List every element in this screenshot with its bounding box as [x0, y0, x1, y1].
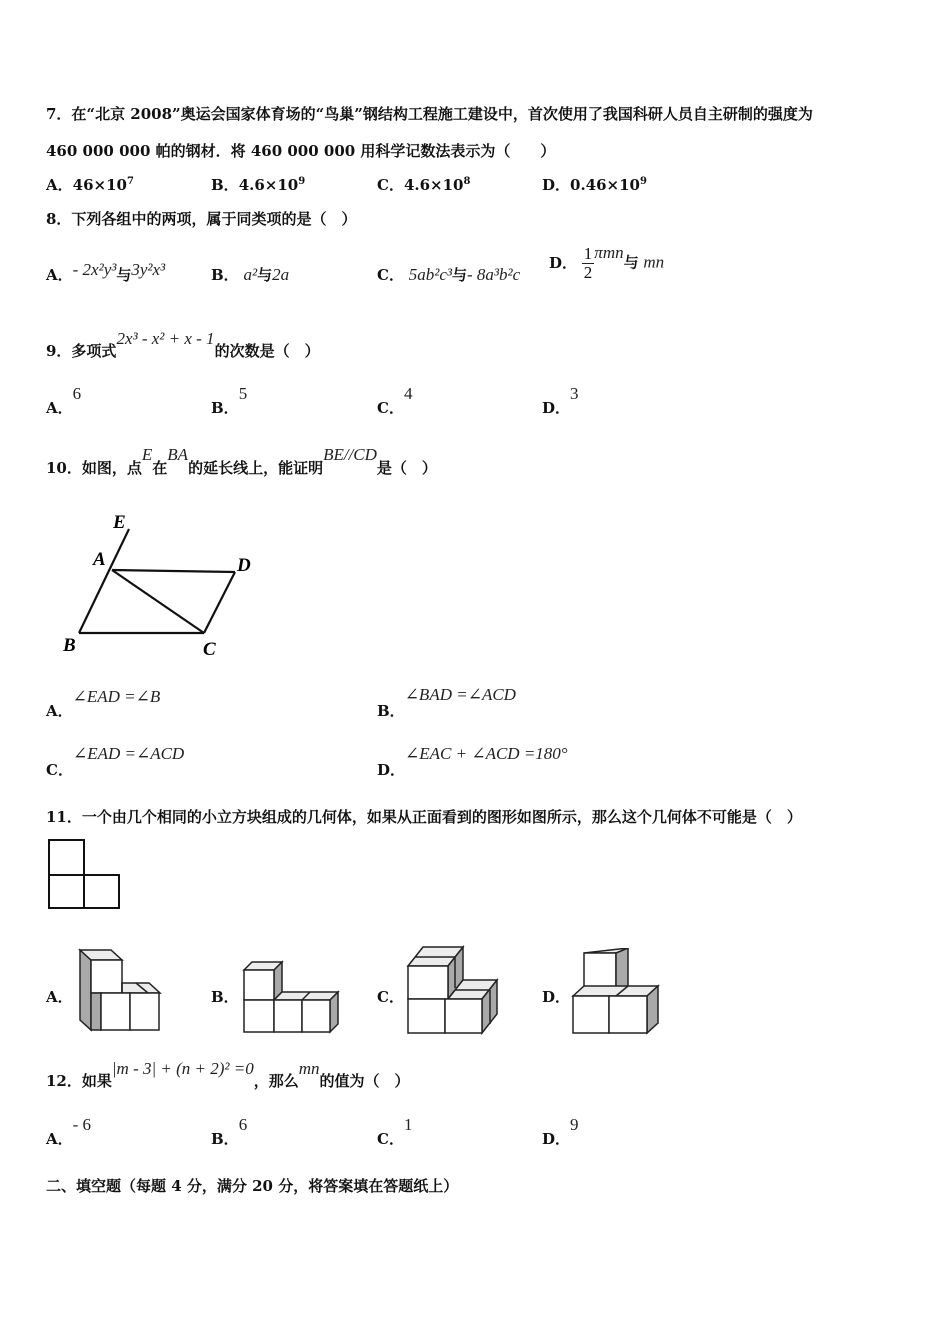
- q11-stem: 11．一个由几个相同的小立方块组成的几何体，如果从正面看到的图形如图所示，那么这个几何体不可能是（ ）: [46, 808, 802, 826]
- line-e-b: [79, 529, 129, 633]
- q12-option-a[interactable]: A．- 6: [46, 1115, 92, 1148]
- q7-stem-line1: 7．在“北京 2008”奥运会国家体育场的“鸟巢”钢结构工程施工建设中，首次使用了我国科研人员自主研制的强度为: [46, 105, 813, 123]
- q10-stem: 10．如图，点E在BA的延长线上，能证明BE//CD是（ ）: [46, 445, 437, 477]
- cube-solid-a[interactable]: [78, 945, 164, 1035]
- line-a-c: [112, 570, 204, 633]
- cube-solid-b[interactable]: [241, 960, 343, 1035]
- q10-option-d[interactable]: D．∠EAC + ∠ACD =180°: [377, 744, 568, 779]
- q7-option-d[interactable]: D．$0.46\times 10^9$: [542, 176, 647, 194]
- q10-option-b[interactable]: B．∠BAD =∠ACD: [377, 685, 516, 720]
- label-e: E: [113, 512, 126, 533]
- cube-solid-c[interactable]: [405, 944, 501, 1036]
- label-a: A: [93, 549, 106, 570]
- front-view-figure: [46, 838, 126, 912]
- q9-option-a[interactable]: A．6: [46, 384, 82, 417]
- q12-option-b[interactable]: B．6: [211, 1115, 248, 1148]
- q7-option-c[interactable]: C．$4.6\times 10^8$: [377, 176, 471, 194]
- q10-option-a[interactable]: A．∠EAD =∠B: [46, 687, 161, 720]
- q8-option-a[interactable]: A．- 2x²y³与3y²x³: [46, 260, 166, 284]
- q12-option-c[interactable]: C．1: [377, 1115, 413, 1148]
- q7-option-b[interactable]: B．$4.6\times 10^9$: [211, 176, 306, 194]
- q7-option-a[interactable]: A．$46\times 10^7$: [46, 176, 134, 194]
- line-c-d: [204, 572, 235, 633]
- parallelogram-figure: [55, 505, 265, 665]
- cube-solid-d[interactable]: [570, 948, 662, 1038]
- q9-option-d[interactable]: D．3: [542, 384, 579, 417]
- q9-stem: 9．多项式2x³ - x² + x - 1的次数是（ ）: [46, 329, 320, 360]
- q8-option-d[interactable]: D． $\frac{1}{2}$ πmn与 mn: [549, 242, 665, 282]
- fraction-one-half: $\frac{1}{2}$: [583, 244, 593, 282]
- q8-option-c[interactable]: C． 5ab²c³与- 8a³b²c: [377, 265, 521, 284]
- label-b: B: [63, 635, 76, 656]
- q10-option-c[interactable]: C．∠EAD =∠ACD: [46, 744, 185, 779]
- q8-option-b[interactable]: B． a²与2a: [211, 265, 290, 284]
- q11-option-b[interactable]: B．: [211, 988, 239, 1006]
- q7-stem-line2: 460 000 000 帕的钢材．将 460 000 000 用科学记数法表示为（ ）: [46, 142, 556, 160]
- label-c: C: [203, 639, 216, 660]
- q8-stem: 8．下列各组中的两项，属于同类项的是（ ）: [46, 210, 357, 228]
- q12-option-d[interactable]: D．9: [542, 1115, 579, 1148]
- line-a-d: [112, 570, 235, 572]
- q9-option-c[interactable]: C．4: [377, 384, 413, 417]
- q11-option-c[interactable]: C．: [377, 988, 404, 1006]
- section-heading: 二、填空题（每题 4 分，满分 20 分，将答案填在答题纸上）: [46, 1177, 459, 1195]
- q11-option-d[interactable]: D．: [542, 988, 571, 1006]
- q11-option-a[interactable]: A．: [46, 988, 73, 1006]
- q9-option-b[interactable]: B．5: [211, 384, 248, 417]
- q12-stem: 12．如果|m - 3| + (n + 2)² =0，那么mn的值为（ ）: [46, 1059, 410, 1090]
- label-d: D: [237, 555, 251, 576]
